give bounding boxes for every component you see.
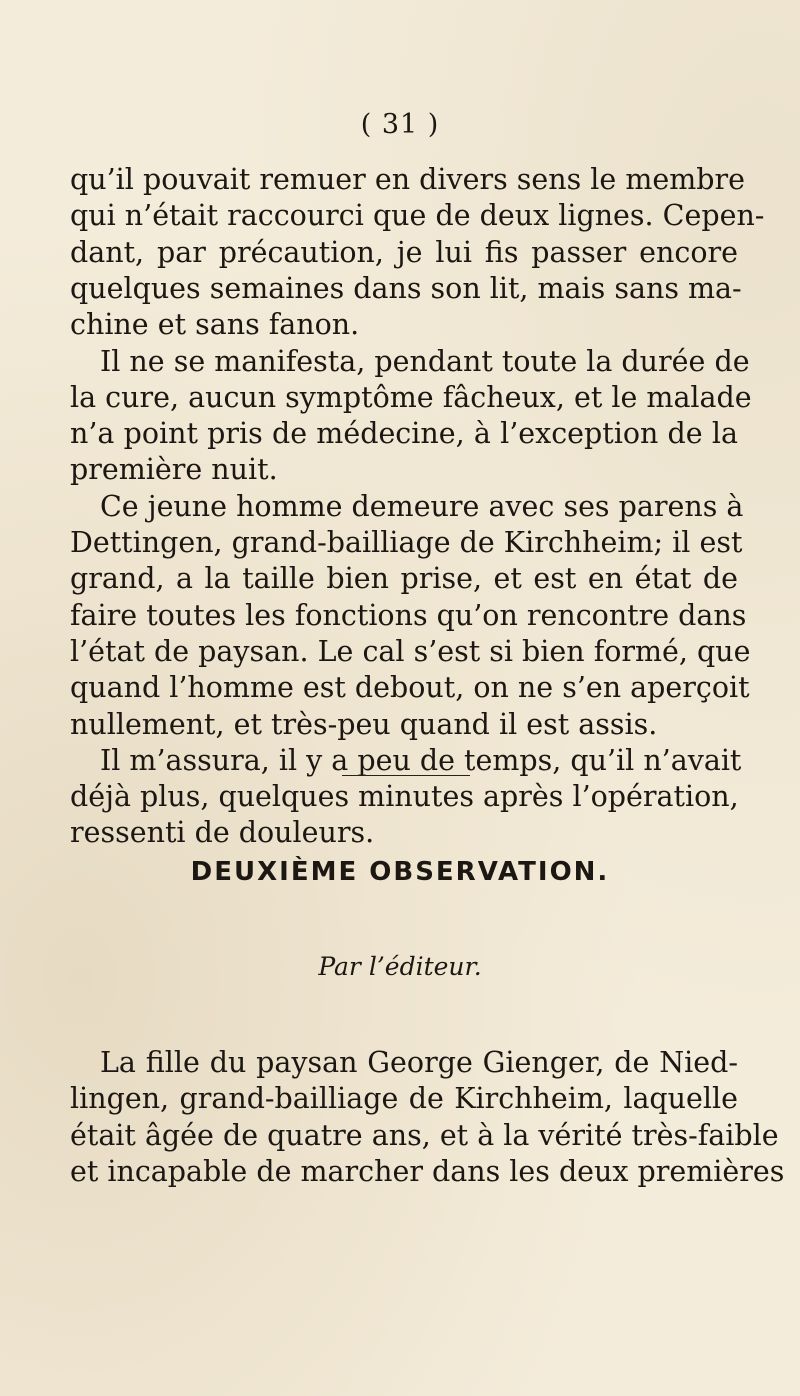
section-divider [342, 775, 470, 776]
text-line: Il m’assura, il y a peu de temps, qu’il n’avait [100, 743, 742, 777]
text-line: Dettingen, grand-bailliage de Kirchheim; il est [70, 526, 743, 559]
byline: Par l’éditeur. [318, 952, 482, 981]
text-line: Ce jeune homme demeure avec ses parens à [100, 489, 744, 523]
text-line: Il ne se manifesta, pendant toute la durée de [100, 344, 750, 378]
section-text-line: La fille du paysan George Gienger, de Nied- [100, 1046, 738, 1079]
section-text-line: et incapable de marcher dans les deux premières [70, 1155, 785, 1188]
text-line: l’état de paysan. Le cal s’est si bien formé, que [70, 634, 751, 668]
text-line: faire toutes les fonctions qu’on rencontre dans [70, 598, 747, 632]
text-line: grand, a la taille bien prise, et est en état de [70, 562, 738, 596]
text-line: qu’il pouvait remuer en divers sens le membre [70, 163, 745, 196]
text-line: ressenti de douleurs. [70, 816, 375, 850]
text-line: nullement, et très-peu quand il est assis. [70, 707, 658, 741]
text-line: quand l’homme est debout, on ne s’en aperçoit [70, 671, 750, 705]
text-line: quelques semaines dans son lit, mais sans ma- [70, 271, 742, 305]
section-text-line: lingen, grand-bailliage de Kirchheim, laquelle [70, 1082, 738, 1115]
text-line: déjà plus, quelques minutes après l’opération, [70, 780, 739, 814]
text-line: dant, par précaution, je lui fis passer encore [70, 235, 738, 269]
text-line: n’a point pris de médecine, à l’exception de la [70, 417, 738, 451]
section-heading: DEUXIÈME OBSERVATION. [190, 857, 610, 887]
text-line: la cure, aucun symptôme fâcheux, et le malade [70, 380, 752, 414]
section-text-line: était âgée de quatre ans, et à la vérité très-faible [70, 1119, 779, 1152]
text-line: chine et sans fanon. [70, 308, 360, 342]
page-number: ( 31 ) [360, 109, 440, 140]
text-line: qui n’était raccourci que de deux lignes. Cepen- [70, 199, 765, 233]
text-line: première nuit. [70, 453, 278, 487]
